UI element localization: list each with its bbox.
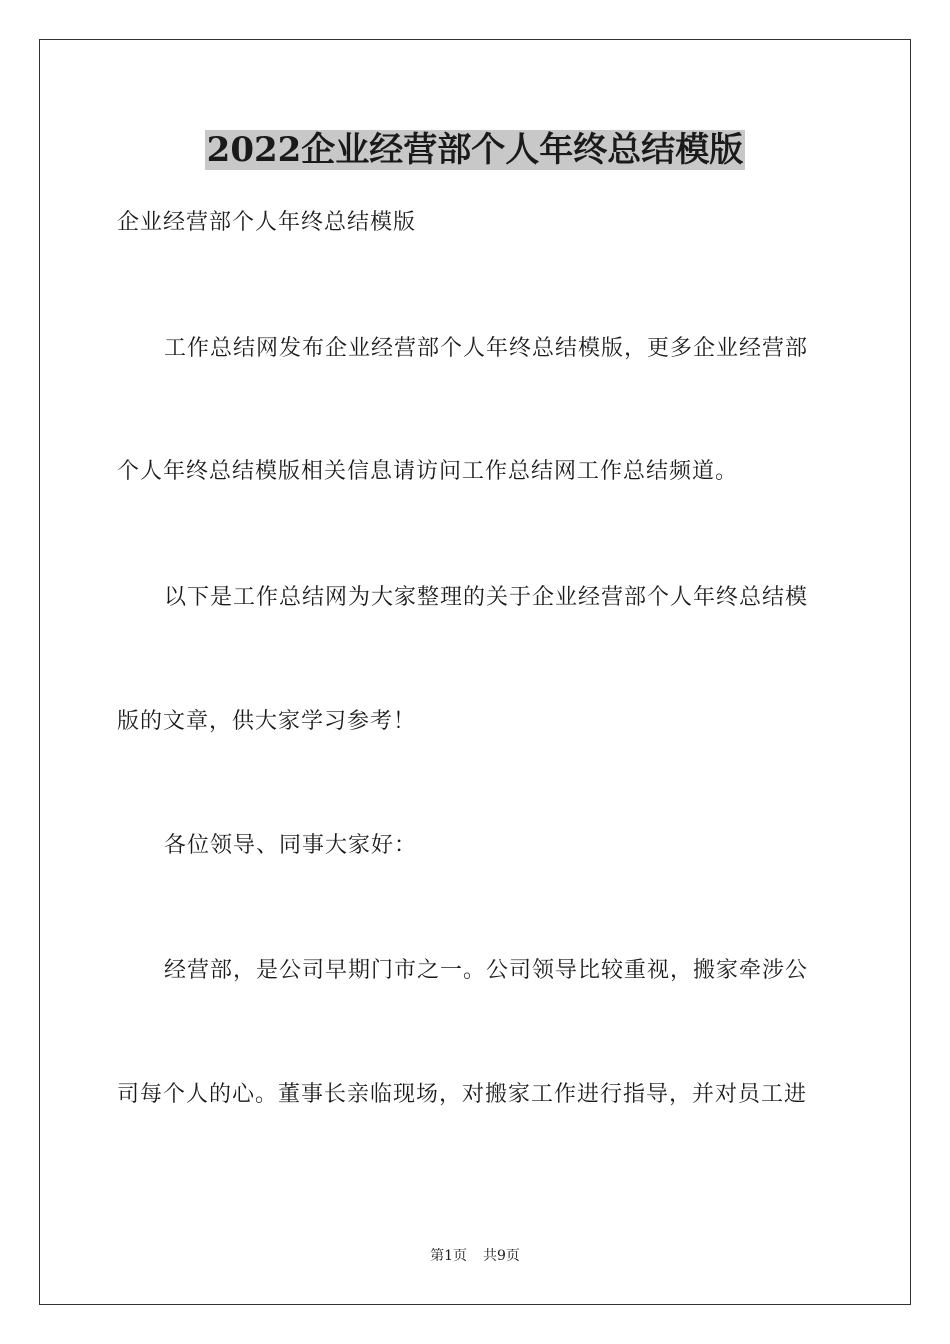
paragraph-line: 版的文章，供大家学习参考！ (117, 709, 417, 734)
paragraph-line: 工作总结网发布企业经营部个人年终总结模版，更多企业经营部 (164, 336, 809, 361)
page-footer (0, 1246, 950, 1266)
paragraph-line: 经营部，是公司早期门市之一。公司领导比较重视，搬家牵涉公 (164, 958, 809, 983)
document-title (0, 128, 950, 172)
document-title-text: 2022企业经营部个人年终总结模版 (206, 130, 744, 170)
paragraph-line: 以下是工作总结网为大家整理的关于企业经营部个人年终总结模 (164, 585, 809, 610)
paragraph-line: 司每个人的心。董事长亲临现场，对搬家工作进行指导，并对员工进 (117, 1082, 808, 1107)
page-total: 共9页 (483, 1248, 520, 1264)
subtitle-line: 企业经营部个人年终总结模版 (117, 210, 417, 235)
paragraph-line: 个人年终总结模版相关信息请访问工作总结网工作总结频道。 (117, 459, 739, 484)
paragraph-line: 各位领导、同事大家好： (164, 833, 418, 858)
page-number: 第1页 (430, 1248, 467, 1264)
